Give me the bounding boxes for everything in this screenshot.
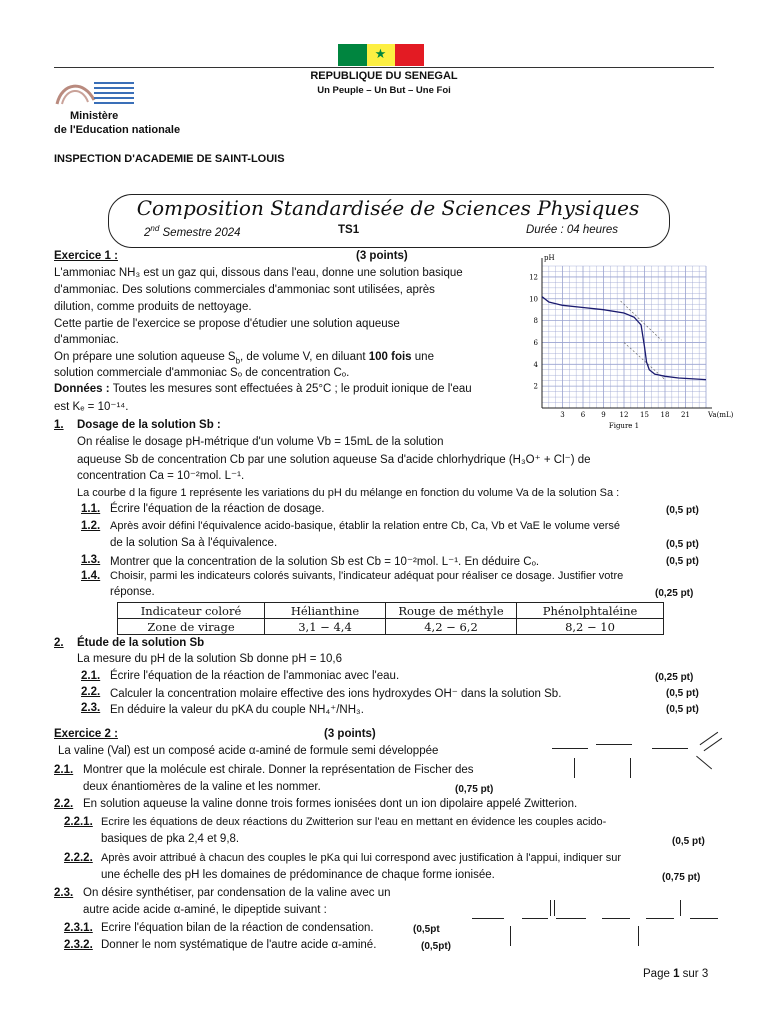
table-cell: 4,2 − 6,2 — [386, 619, 517, 635]
q22-text: Calculer la concentration molaire effective des ions hydroxydes OH⁻ dans la solution Sb. — [110, 688, 562, 700]
x-tick-label: 18 — [660, 411, 670, 419]
x-tick-label: 6 — [580, 411, 586, 419]
ex2-q22-text: En solution aqueuse la valine donne trois formes ionisées dont un ion dipolaire appelé Zwitterion. — [83, 798, 578, 810]
senegal-flag — [338, 44, 424, 66]
ex2-q222-points: (0,75 pt) — [662, 872, 701, 883]
q12-text-b: de la solution Sa à l'équivalence. — [110, 537, 278, 549]
ex1-p5: d'ammoniac. — [54, 334, 119, 346]
ex2-q231-points: (0,5pt — [413, 924, 440, 935]
y-tick-label: 4 — [533, 360, 538, 369]
ex2-q221-points: (0,5 pt) — [672, 836, 705, 847]
q22-number: 2.2. — [81, 686, 101, 698]
q1-line1: On réalise le dosage pH-métrique d'un volume Vb = 15mL de la solution — [77, 436, 444, 448]
q1-title: Dosage de la solution Sb : — [77, 419, 221, 431]
valine-structure — [548, 734, 718, 784]
q13-points: (0,5 pt) — [666, 556, 699, 567]
q23-number: 2.3. — [81, 702, 101, 714]
ex2-q221-text-a: Ecrire les équations de deux réactions du Zwitterion sur l'eau en mettant en évidence les couples acido- — [101, 816, 607, 828]
table-header-cell: Rouge de méthyle — [386, 603, 517, 619]
ex2-q221-number: 2.2.1. — [64, 816, 93, 828]
indicator-table — [117, 602, 664, 635]
ministry-logo — [54, 78, 136, 108]
q11-text: Écrire l'équation de la réaction de dosage. — [110, 503, 325, 515]
ex2-q231-number: 2.3.1. — [64, 922, 93, 934]
ex2-heading: Exercice 2 : — [54, 728, 118, 740]
ex2-q232-text: Donner le nom systématique de l'autre acide α-aminé. — [101, 939, 377, 951]
y-tick-label: 2 — [533, 382, 538, 391]
ex2-points: (3 points) — [324, 728, 376, 740]
q12-text-a: Après avoir défini l'équivalence acido-basique, établir la relation entre Cb, Ca, Vb et VaE le volume versé — [110, 520, 621, 532]
x-tick-label: 3 — [560, 411, 565, 419]
q14-points: (0,25 pt) — [655, 588, 694, 599]
ex1-points: (3 points) — [356, 250, 408, 262]
ex1-p8: Données : Toutes les mesures sont effectuées à 25°C ; le produit ionique de l'eau — [54, 383, 472, 395]
motto: Un Peuple – Un But – Une Foi — [317, 85, 451, 96]
ex2-q23-text-b: autre acide acide α-aminé, le dipeptide suivant : — [83, 904, 327, 916]
ex2-intro: La valine (Val) est un composé acide α-aminé de formule semi développée — [58, 745, 439, 757]
inspection-label: INSPECTION D'ACADEMIE DE SAINT-LOUIS — [54, 153, 285, 165]
q23-points: (0,5 pt) — [666, 704, 699, 715]
ex2-q23-number: 2.3. — [54, 887, 74, 899]
q2-title: Étude de la solution Sb — [77, 637, 205, 649]
q1-number: 1. — [54, 419, 64, 431]
semester: 2nd Semestre 2024 — [144, 224, 241, 239]
ex2-q222-text-b: une échelle des pH les domaines de prédominance de chaque forme ionisée. — [101, 869, 495, 881]
y-tick-label: 6 — [533, 338, 538, 347]
indicator-table-row — [118, 619, 664, 635]
ex1-p9: est Kₑ = 10⁻¹⁴. — [54, 401, 129, 413]
flag-green-band — [338, 44, 367, 66]
table-cell: Zone de virage — [118, 619, 265, 635]
q2-number: 2. — [54, 637, 64, 649]
republic-label: REPUBLIQUE DU SENEGAL — [310, 70, 458, 82]
ex2-q23-text-a: On désire synthétiser, par condensation de la valine avec un — [83, 887, 391, 899]
y-axis-label: pH — [544, 254, 555, 262]
q21-text: Écrire l'équation de la réaction de l'ammoniac avec l'eau. — [110, 670, 400, 682]
ex2-q231-text: Ecrire l'équation bilan de la réaction de condensation. — [101, 922, 374, 934]
exam-title: Composition Standardisée de Sciences Physiques — [136, 196, 640, 220]
x-tick-label: 9 — [601, 411, 606, 419]
q1-line3: concentration Ca = 10⁻²mol. L⁻¹. — [77, 470, 245, 482]
q12-number: 1.2. — [81, 520, 101, 532]
ex2-q222-number: 2.2.2. — [64, 852, 93, 864]
ex2-q21-points: (0,75 pt) — [455, 784, 494, 795]
duration: Durée : 04 heures — [526, 224, 619, 236]
ex1-p4: Cette partie de l'exercice se propose d'étudier une solution aqueuse — [54, 318, 400, 330]
q11-number: 1.1. — [81, 503, 101, 515]
dipeptide-structure — [470, 896, 720, 948]
q13-text: Montrer que la concentration de la solution Sb est Cb = 10⁻²mol. L⁻¹. En déduire Cₒ. — [110, 556, 540, 568]
ex2-q222-text-a: Après avoir attribué à chacun des couples le pKa qui lui correspond avec justification à l'appui, indiquer sur — [101, 852, 622, 864]
q1-line2: aqueuse Sb de concentration Cb par une solution aqueuse Sa d'acide chlorhydrique (H₃O⁺ + Cl⁻) de — [77, 454, 591, 466]
ex2-q221-text-b: basiques de pka 2,4 et 9,8. — [101, 833, 240, 845]
q1-line4: La courbe d la figure 1 représente les variations du pH du mélange en fonction du volume Va de la solution Sa : — [77, 487, 620, 499]
y-tick-label: 12 — [529, 273, 538, 282]
q14-text-a: Choisir, parmi les indicateurs colorés suivants, l'indicateur adéquat pour réaliser ce dosage. Justifier votre — [110, 570, 624, 582]
q21-number: 2.1. — [81, 670, 101, 682]
ex2-q22-number: 2.2. — [54, 798, 74, 810]
y-tick-label: 8 — [533, 317, 538, 326]
table-cell: 3,1 − 4,4 — [265, 619, 386, 635]
q21-points: (0,25 pt) — [655, 672, 694, 683]
table-header-cell: Hélianthine — [265, 603, 386, 619]
q23-text: En déduire la valeur du pKA du couple NH₄⁺/NH₃. — [110, 704, 364, 716]
y-tick-label: 10 — [529, 295, 538, 304]
q11-points: (0,5 pt) — [666, 505, 699, 516]
ministry-line1: Ministère — [70, 110, 119, 122]
ex1-p7: solution commerciale d'ammoniac Sₒ de concentration Cₒ. — [54, 367, 350, 379]
ex1-p2: d'ammoniac. Des solutions commerciales d'ammoniac sont utilisées, après — [54, 284, 435, 296]
x-tick-label: 12 — [619, 411, 629, 419]
ministry-line2: de l'Education nationale — [54, 124, 181, 136]
ex1-p3: dilution, comme produits de nettoyage. — [54, 301, 252, 313]
q2-line1: La mesure du pH de la solution Sb donne pH = 10,6 — [77, 653, 342, 665]
page-number: Page 1 sur 3 — [643, 968, 709, 980]
flag-star-icon: ★ — [374, 46, 387, 61]
ex1-p1: L'ammoniac NH₃ est un gaz qui, dissous dans l'eau, donne une solution basique — [54, 267, 463, 279]
q14-text-b: réponse. — [110, 586, 155, 598]
x-tick-label: 15 — [640, 411, 649, 419]
q14-number: 1.4. — [81, 570, 101, 582]
ph-titration-chart — [512, 252, 734, 438]
x-tick-label: 21 — [681, 411, 690, 419]
ex2-q21-number: 2.1. — [54, 764, 74, 776]
table-cell: 8,2 − 10 — [517, 619, 664, 635]
x-axis-label: Va(mL) — [708, 411, 734, 419]
ex1-heading: Exercice 1 : — [54, 250, 118, 262]
table-header-cell: Phénolphtaléine — [517, 603, 664, 619]
ex2-q232-number: 2.3.2. — [64, 939, 93, 951]
ex2-q21-text-a: Montrer que la molécule est chirale. Donner la représentation de Fischer des — [83, 764, 474, 776]
flag-red-band — [395, 44, 424, 66]
ex2-q232-points: (0,5pt) — [421, 941, 451, 952]
chart-caption: Figure 1 — [608, 422, 640, 430]
level: TS1 — [338, 224, 360, 236]
table-header-cell: Indicateur coloré — [118, 603, 265, 619]
q12-points: (0,5 pt) — [666, 539, 699, 550]
q13-number: 1.3. — [81, 554, 101, 566]
ex2-q21-text-b: deux énantiomères de la valine et les nommer. — [83, 781, 321, 793]
flag-yellow-band — [367, 44, 396, 66]
indicator-table-header — [118, 603, 664, 619]
ex1-p6: On prépare une solution aqueuse $S_b$, de volume V, en diluant 100 fois une — [54, 351, 434, 366]
q22-points: (0,5 pt) — [666, 688, 699, 699]
header-rule — [54, 67, 714, 68]
